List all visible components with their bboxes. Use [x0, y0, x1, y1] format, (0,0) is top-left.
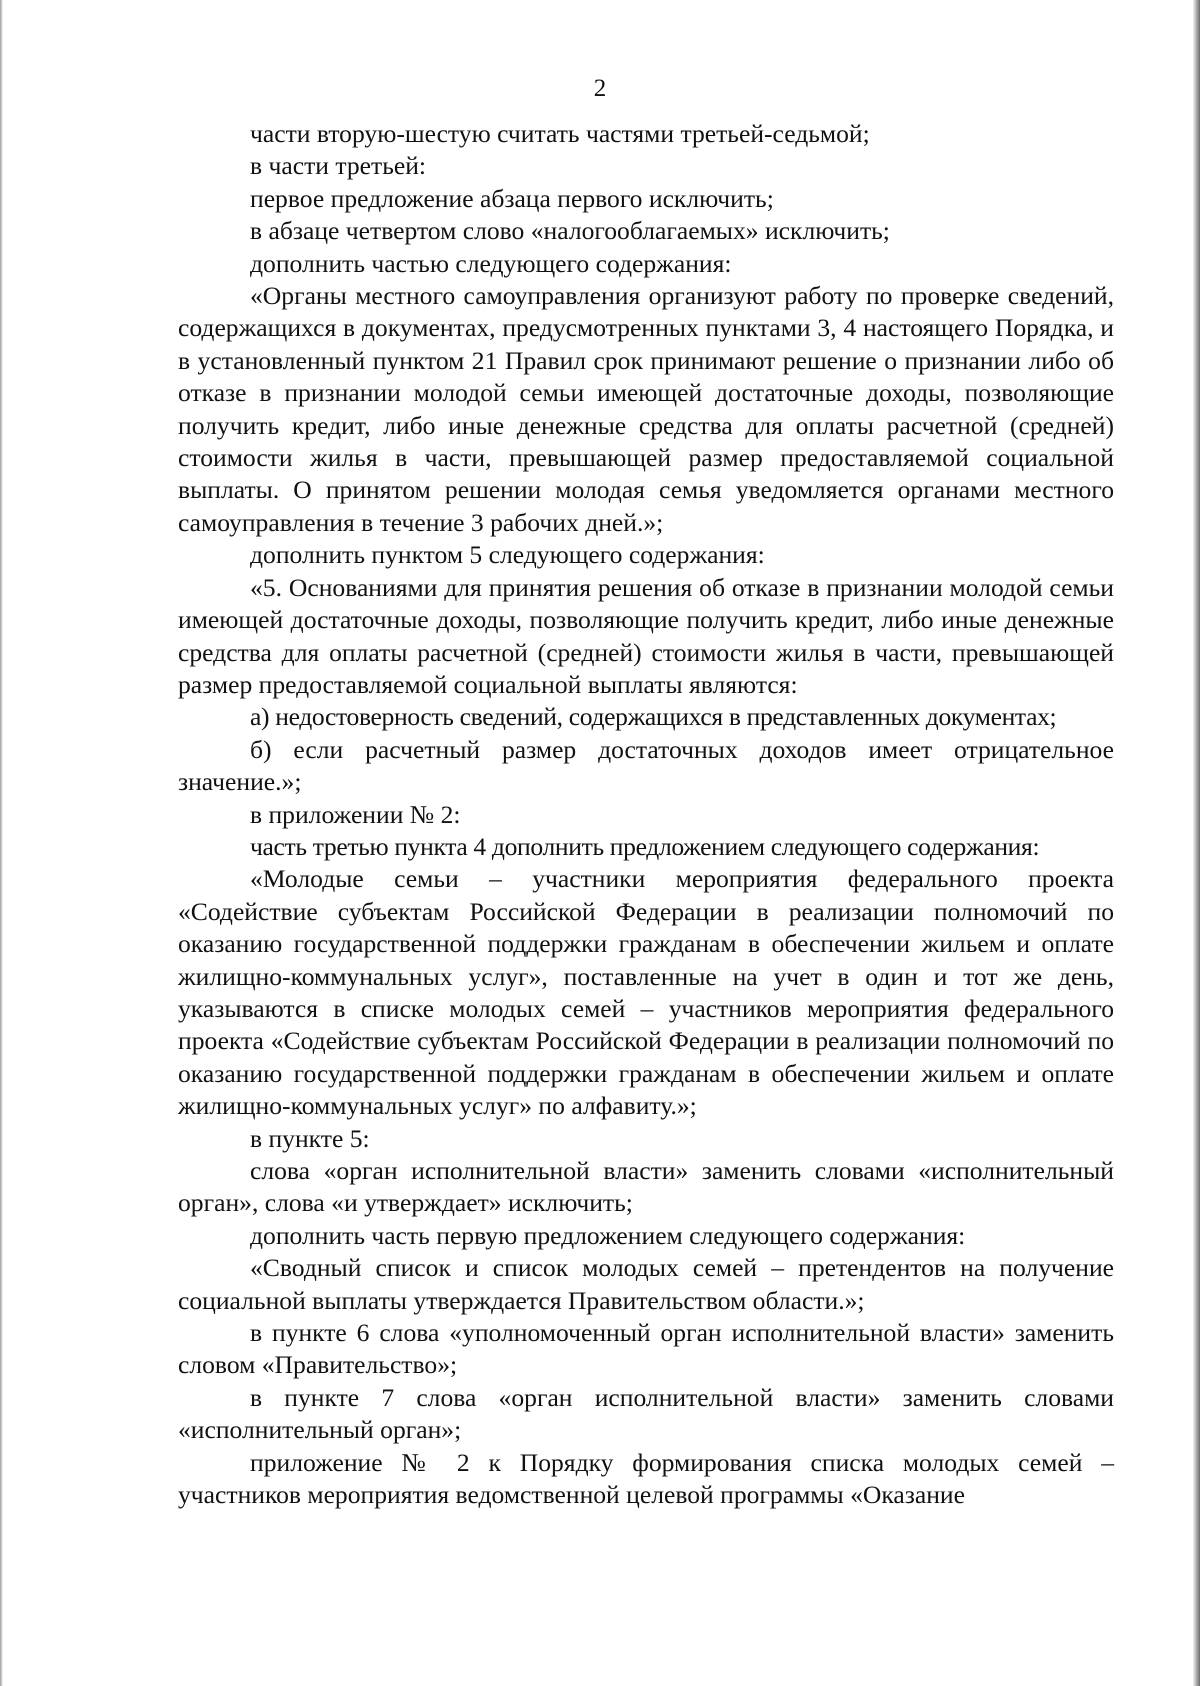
document-body	[178, 118, 1114, 1511]
paragraph: части вторую-шестую считать частями третьей-седьмой;	[250, 119, 870, 148]
paragraph: а) недостоверность сведений, содержащихся в представленных документах;	[250, 702, 1057, 732]
paragraph: в пункте 6 слова «уполномоченный орган исполнительной власти» заменить словом «Правительство»;	[178, 1318, 1114, 1380]
paragraph: б) если расчетный размер достаточных доходов имеет отрицательное значение.»;	[178, 734, 1114, 797]
paragraph: «Молодые семьи – участники мероприятия федерального проекта «Содействие субъектам Российской Федерации в реализации полномочий по оказанию государственной поддержки гражданам в обеспечении жильем и оплате жилищно-коммунальных услуг», поставленные на учет в один и тот же день, указываются в списке молодых семей – участников мероприятия федерального проекта «Содействие субъектам Российской Федерации в реализации полномочий по оказанию государственной поддержки гражданам в обеспечении жильем и оплате жилищно-коммунальных услуг» по алфавиту.»;	[178, 864, 1114, 1121]
paragraph: в абзаце четвертом слово «налогооблагаемых» исключить;	[250, 216, 890, 246]
paragraph: дополнить пунктом 5 следующего содержания:	[250, 540, 765, 570]
paragraph: дополнить частью следующего содержания:	[250, 248, 732, 278]
paragraph: слова «орган исполнительной власти» заменить словами «исполнительный орган», слова «и утверждает» исключить;	[178, 1156, 1114, 1218]
paragraph: часть третью пункта 4 дополнить предложением следующего содержания:	[250, 831, 1040, 861]
paragraph: дополнить часть первую предложением следующего содержания:	[250, 1220, 966, 1250]
page-number: 2	[593, 75, 607, 102]
paragraph: «Органы местного самоуправления организуют работу по проверке сведений, содержащихся в документах, предусмотренных пунктами 3, 4 настоящего Порядка, и в установленный пунктом 21 Правил срок принимают решение о признании либо об отказе в признании молодой семьи имеющей достаточные доходы, позволяющие получить кредит, либо иные денежные средства для оплаты расчетной (средней) стоимости жилья в части, превышающей размер предоставляемой социальной выплаты. О принятом решении молодая семья уведомляется органами местного самоуправления в течение 3 рабочих дней.»;	[178, 281, 1114, 537]
paragraph: в приложении № 2:	[250, 799, 461, 829]
paragraph: в пункте 5:	[250, 1123, 370, 1153]
paragraph: в пункте 7 слова «орган исполнительной власти» заменить словами «исполнительный орган»;	[178, 1382, 1114, 1445]
paragraph: первое предложение абзаца первого исключить;	[250, 183, 774, 213]
paragraph: приложение № 2 к Порядку формирования списка молодых семей – участников мероприятия ведомственной целевой программы «Оказание	[178, 1447, 1114, 1510]
paragraph: в части третьей:	[250, 151, 427, 181]
paragraph: «Сводный список и список молодых семей – претендентов на получение социальной выплаты утверждается Правительством области.»;	[178, 1253, 1114, 1315]
scan-edge-left	[0, 0, 3, 1686]
scan-edge-right	[1193, 0, 1200, 1686]
paragraph: «5. Основаниями для принятия решения об отказе в признании молодой семьи имеющей достаточные доходы, позволяющие получить кредит, либо иные денежные средства для оплаты расчетной (средней) стоимости жилья в части, превышающей размер предоставляемой социальной выплаты являются:	[178, 572, 1114, 699]
